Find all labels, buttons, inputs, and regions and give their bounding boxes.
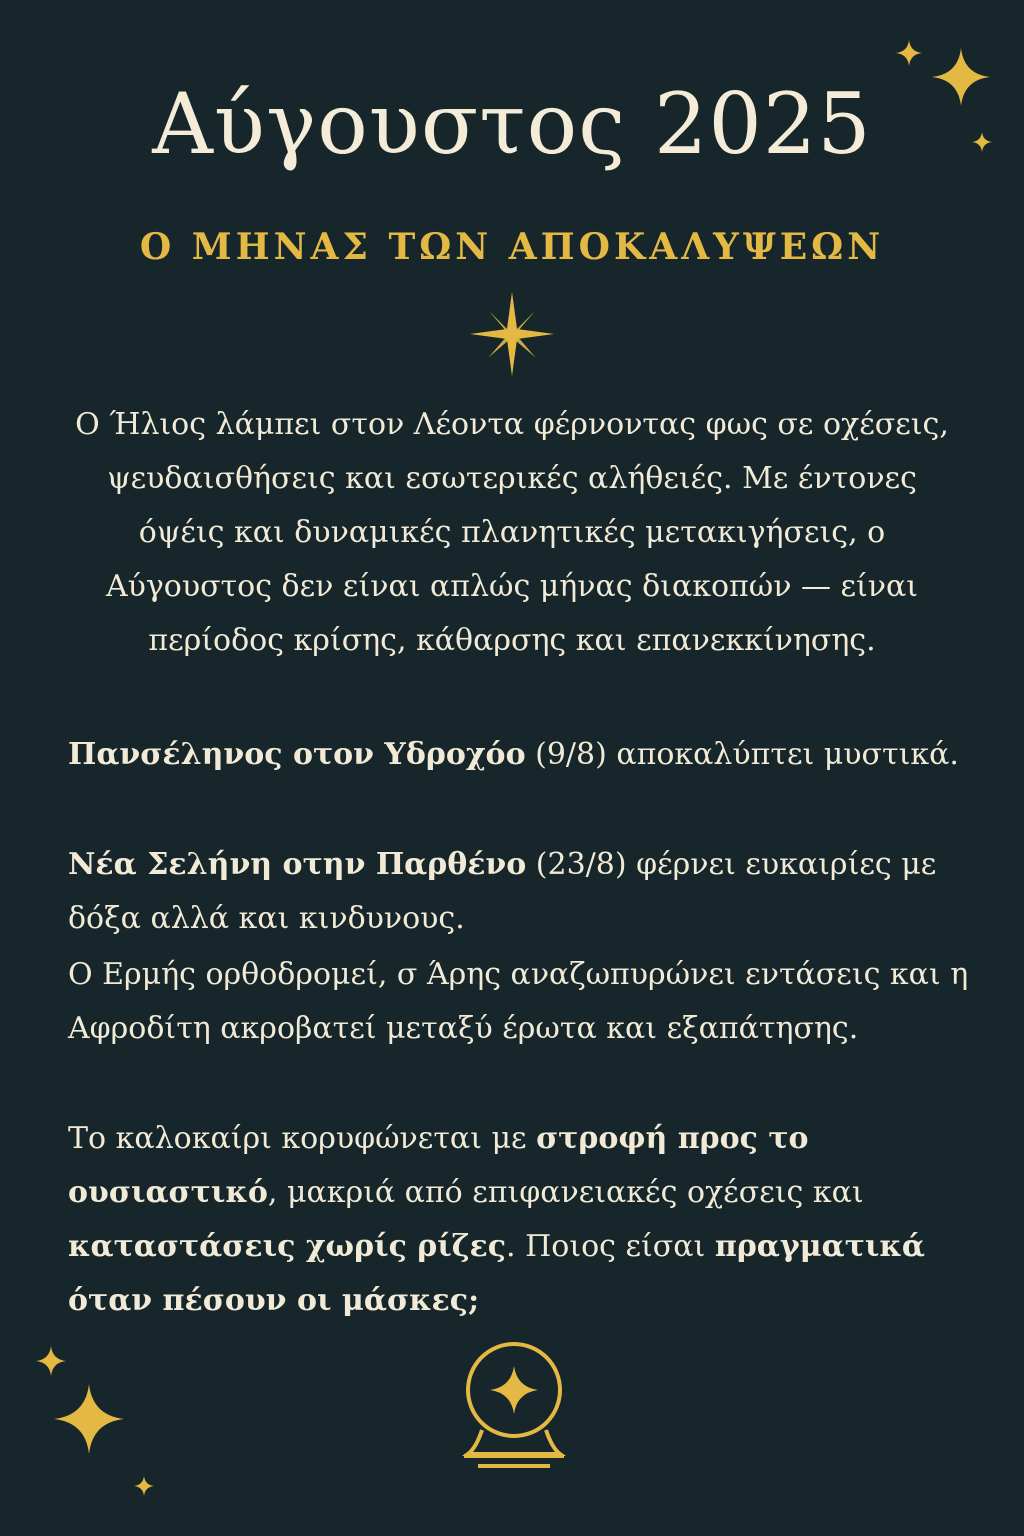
summer-text-1: Το καλοκαίρι κορυφώνεται με (68, 1121, 537, 1156)
summer-bold-1: στροφή προς το ουσιαστικό (68, 1121, 809, 1210)
full-moon-heading: Πανσέληνος οτον Υδροχόο (68, 737, 526, 772)
summer-text-2: , μακριά από επιφανειακές οχέσεις και (267, 1175, 864, 1210)
intro-paragraph: Ο Ήλιος λάμπει στον Λέοντα φέρνοντας φως σε οχέσεις, ψευδαισθήσεις και εσωτερικές αλήθειές. Με έντονες όψέις και δυναμικές πλανητικές μετακιγήσεις, ο Αύγουστος δεν είναι απλώς μήνας διακοπών — είναι περίοδος κρίσης, κάθαρσης και επανεκκίνησης. (75, 407, 949, 658)
sparkle-icon (972, 132, 992, 152)
crystal-ball-icon (454, 1338, 574, 1470)
sparkle-icon (54, 1384, 124, 1454)
summer-bold-2: καταστάσεις χωρίς ρίζες (68, 1229, 507, 1264)
new-moon-heading: Νέα Σελήνη οτην Παρθένο (68, 847, 527, 882)
summer-paragraph (68, 1112, 988, 1328)
new-moon-text: (23/8) φέρνει ευκαιρίες με δόξα αλλά και κινδυνους. (68, 847, 937, 936)
sparkle-icon (932, 48, 990, 106)
page-subtitle: Ο ΜΗΝΑΣ ΤΩΝ ΑΠΟΚΑΛΥΨΕΩΝ (139, 226, 885, 268)
summer-text-3: . Ποιος είσαι (506, 1229, 715, 1264)
summer-bold-3: πραγματικά όταν πέσουν οι μάσκες; (68, 1229, 925, 1318)
new-moon-paragraph (68, 838, 988, 946)
full-moon-text: (9/8) αποκαλύπτει μυστικά. (525, 737, 959, 772)
sparkle-icon (896, 40, 922, 66)
planets-paragraph: Ο Ερμής ορθοδρομεί, σ Άρης αναζωπυρώνει εντάσεις και η Αφροδίτη ακροβατεί μεταξύ έρωτα και εξαπάτησης. (68, 957, 969, 1046)
sparkle-icon (36, 1346, 66, 1376)
page-title: Αύγουστος 2025 (152, 75, 872, 173)
sparkle-icon (134, 1476, 154, 1496)
four-point-star-icon (470, 292, 554, 376)
full-moon-paragraph (68, 728, 988, 782)
